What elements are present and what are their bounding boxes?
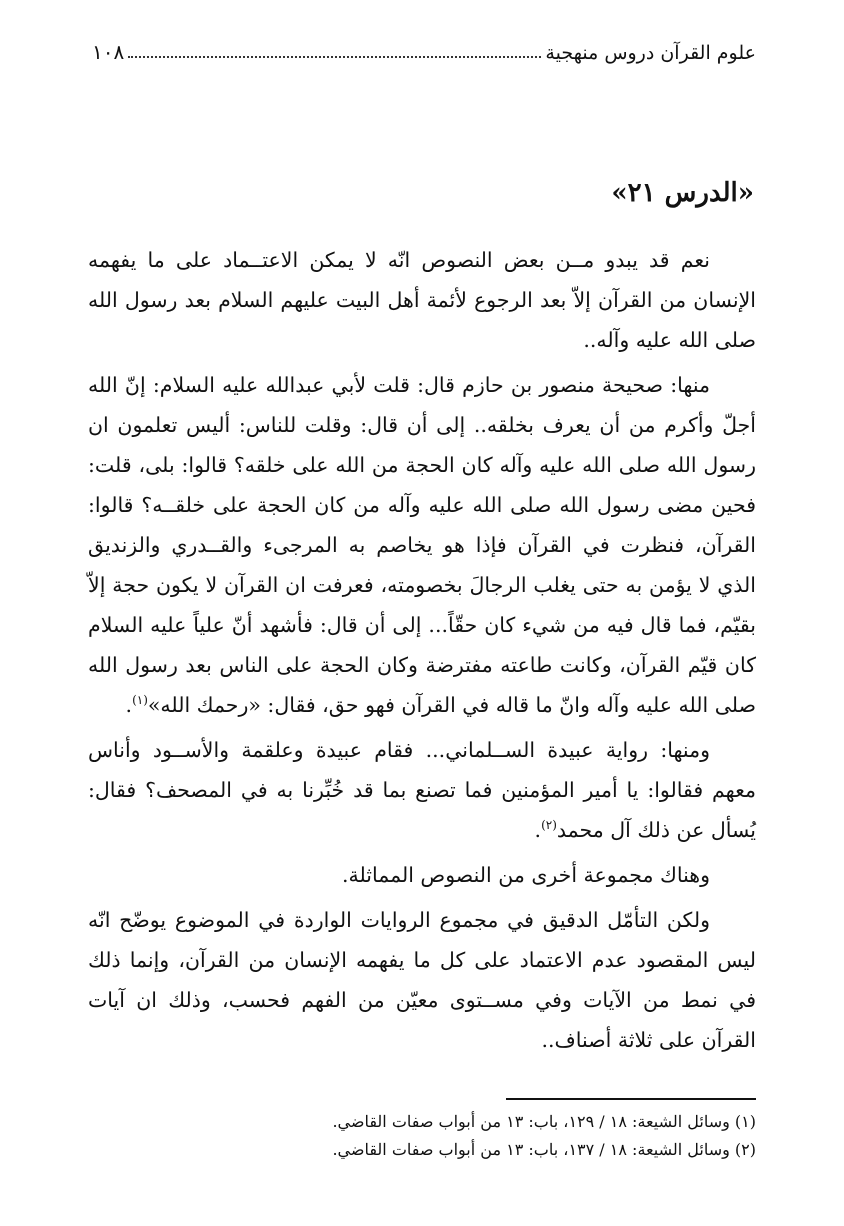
footnote-mark: (٢) [541,818,557,833]
paragraph: وهناك مجموعة أخرى من النصوص المماثلة. [342,863,710,887]
footnote-mark: (١) [132,693,148,708]
footnote: (٢) وسائل الشيعة: ١٨ / ١٣٧، باب: ١٣ من أبواب صفات القاضي. [332,1140,756,1159]
footnotes [88,1108,756,1164]
paragraph: نعم قد يبدو مــن بعض النصوص انّه لا يمكن الاعتــماد على ما يفهمه الإنسان من القرآن إلاّ بعد الرجوع لأئمة أهل البيت عليهم السلام بعد رسول الله صلى الله عليه وآله.. [88,248,756,352]
lesson-title: «الدرس ٢١» [611,178,754,208]
book-title: علوم القرآن دروس منهجية [545,42,756,64]
footnote: (١) وسائل الشيعة: ١٨ / ١٢٩، باب: ١٣ من أبواب صفات القاضي. [332,1112,756,1131]
paragraph: منها: صحيحة منصور بن حازم قال: قلت لأبي عبدالله عليه السلام: إنّ الله أجلّ وأكرم من أن يعرف بخلقه.. إلى أن قال: وقلت للناس: أليس تعلمون ان رسول الله صلى الله عليه وآله كان الحجة من الله على خلقه؟ قالوا: بلى، قلت: فحين مضى رسول الله صلى الله عليه وآله من كان الحجة على خلقــه؟ قالوا: القرآن، فنظرت في القرآن فإذا هو يخاصم به المرجىء والقــدري والزنديق الذي لا يؤمن به حتى يغلب الرجالَ بخصومته، فعرفت ان القرآن لا يكون حجة إلاّ بقيّم، فما قال فيه من شيء كان حقّاً... إلى أن قال: فأشهد أنّ علياً عليه السلام كان قيّم القرآن، وكانت طاعته مفترضة وكان الحجة على الناس بعد رسول الله صلى الله عليه وآله وانّ ما قاله في القرآن فهو حق، فقال: «رحمك الله»$^{(١)}$. [88,373,756,717]
footnote-divider [506,1098,756,1100]
body-text [88,240,756,1065]
paragraph: ومنها: رواية عبيدة الســلماني... فقام عبيدة وعلقمة والأســود وأناس معهم فقالوا: يا أمير المؤمنين فما تصنع بما قد خُبِّرنا به في المصحف؟ فقال: يُسأل عن ذلك آل محمد$^{(٢)}$. [88,738,756,842]
page-number: ١٠٨ [92,40,125,64]
paragraph: ولكن التأمّل الدقيق في مجموع الروايات الواردة في الموضوع يوضّح انّه ليس المقصود عدم الاعتماد على كل ما يفهمه الإنسان من القرآن، وإنما ذلك في نمط من الآيات وفي مســتوى معيّن من الفهم فحسب، وذلك ان آيات القرآن على ثلاثة أصناف.. [88,908,756,1052]
header-dot-leader [128,56,541,58]
running-header [88,34,756,64]
